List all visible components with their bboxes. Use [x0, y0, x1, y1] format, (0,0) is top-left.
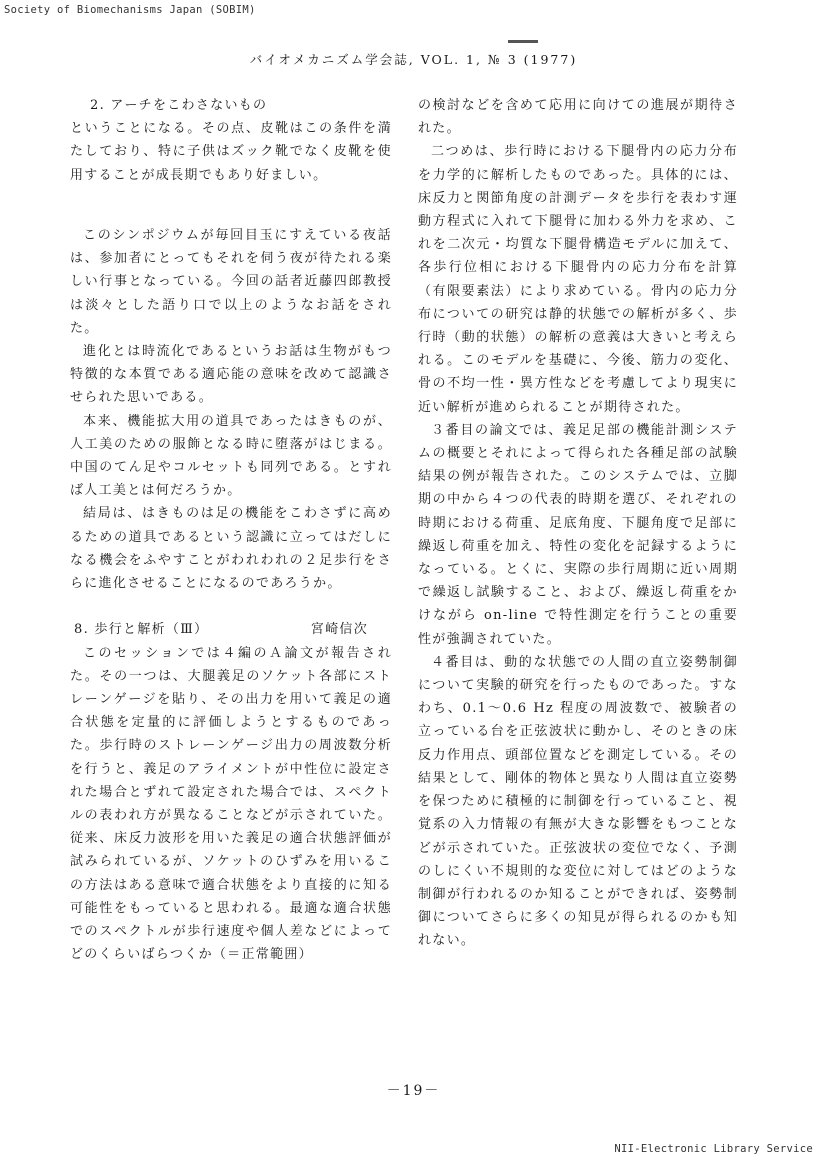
paragraph: ４番目は、動的な状態での人間の直立姿勢制御について実験的研究を行ったものであった。すなわち、0.1〜0.6 Hz 程度の周波数で、被験者の立っている台を正弦波状に動かし、そのときの床反力作用点、頭部位置などを測定している。その結果として、剛体的物体と異なり人間は直立姿勢を保つために積極的に制御を行っていること、視覚系の入力情報の有無が大きな影響をもつことなどが示されていた。正弦波状の変位でなく、予測のしにくい不規則的な変位に対してはどのような制御が行われるのか知ることができれば、姿勢制御についてさらに多くの知見が得られるのかも知れない。 — [418, 654, 738, 949]
paragraph-gap — [70, 187, 392, 210]
paragraph-gap — [70, 210, 392, 224]
right-column — [418, 94, 738, 953]
session-author: 宮崎信次 — [310, 622, 368, 638]
paragraph: このセッションでは４編のＡ論文が報告された。その一つは、大腿義足のソケット各部にストレーンゲージを貼り、その出力を用いて義足の適合状態を定量的に評価しようとするものであった。歩行時のストレーンゲージ出力の周波数分析を行うと、義足のアライメントが中性位に設定された場合とずれて設定された場合では、スペクトルの表われ方が異なることなどが示されていた。従来、床反力波形を用いた義足の適合状態評価が試みられているが、ソケットのひずみを用いるこの方法はある意味で適合状態をより直接的に知る可能性をもっていると思われる。最適な適合状態でのスペクトルが歩行速度や個人差などによってどのくらいばらつくか（＝正常範囲） — [70, 645, 392, 963]
paragraph: 本来、機能拡大用の道具であったはきものが、人工美のための服飾となる時に堕落がはじまる。中国のてん足やコルセットも同列である。とすれば人工美とは何だろうか。 — [70, 413, 392, 499]
society-label: Society of Biomechanisms Japan (SOBIM) — [4, 4, 256, 16]
paragraph: 結局は、はきものは足の機能をこわさずに高めるための道具であるという認識に立ってはだしになる機会をふやすことがわれわれの２足歩行をさらに進化させることになるのであろうか。 — [70, 506, 392, 592]
paragraph: の検討などを含めて応用に向けての進展が期待された。 — [418, 98, 738, 137]
paragraph: このシンポジウムが毎回目玉にすえている夜話は、参加者にとってもそれを伺う夜が待たれる楽しい行事となっている。今回の話者近藤四郎教授は淡々とした語り口で以上のようなお話をされた。 — [70, 228, 392, 336]
paragraph: 進化とは時流化であるというお話は生物がもつ特徴的な本質である適応能の意味を改めて認識させられた思いである。 — [70, 344, 392, 406]
paragraph: 二つめは、歩行時における下腿骨内の応力分布を力学的に解析したものであった。具体的には、床反力と関節角度の計測データを歩行を表わす運動方程式に入れて下腿骨に加わる外力を求め、これを二次元・均質な下腿骨構造モデルに加えて、各歩行位相における下腿骨内の応力分布を計算（有限要素法）により求めている。骨内の応力分布についての研究は静的状態での解析が多く、歩行時（動的状態）の解析の意義は大きいと考えられる。このモデルを基礎に、今後、筋力の変化、骨の不均一性・異方性などを考慮してより現実に近い解析が進められることが期待された。 — [418, 144, 738, 415]
session-heading — [70, 618, 392, 641]
session-title: 8. 歩行と解析（Ⅲ） — [74, 622, 209, 638]
paragraph-gap — [70, 595, 392, 618]
paragraph: ３番目の論文では、義足足部の機能計測システムの概要とそれによって得られた各種足部の試験結果の例が報告された。このシステムでは、立脚期の中から４つの代表的時期を選び、それぞれの時期における荷重、足底角度、下腿角度で足部に繰返し荷重を加え、特性の変化を記録するようになっている。とくに、実際の歩行周期に近い周期で繰返し試験すること、および、繰返し荷重をかけながら on-line で特性測定を行うことの重要性が強調されていた。 — [418, 422, 738, 647]
left-column — [70, 94, 392, 966]
page-number: －19－ — [386, 1083, 441, 1099]
journal-header: バイオメカニズム学会誌, VOL. 1, № 3 (1977) — [249, 52, 578, 67]
ink-mark — [508, 40, 538, 43]
footer-label: NII-Electronic Library Service — [614, 1143, 813, 1155]
section-heading-2: 2. アーチをこわさないもの — [90, 98, 268, 113]
paragraph: ということになる。その点、皮靴はこの条件を満たしており、特に子供はズック靴でなく皮靴を使用することが成長期でもあり好ましい。 — [70, 121, 392, 183]
